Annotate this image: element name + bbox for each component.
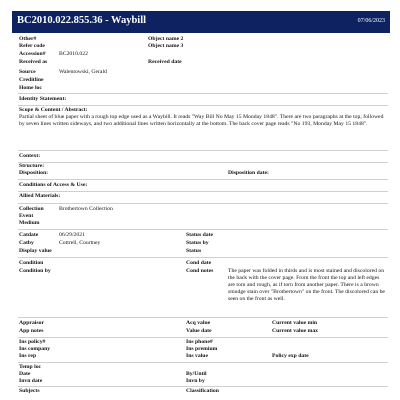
cond-notes-text: The paper was folded in thirds and is most stained and discolored on the back with the cover page. From the front the top and left edges are torn and rough, as if torn from another paper. There is a brown smudge stain over "Brothertown" on the front. The discolored can be seen on the front as well. [228,268,385,302]
temp-loc-label: Temp loc [19,364,42,370]
invn-date-label: Invn date [19,378,43,384]
object-name-3-label: Object name 3 [148,43,184,49]
accession-value: BC2010.022 [59,51,88,57]
received-as-label: Received as [19,59,48,65]
ins-policy-label: Ins policy# [19,339,46,345]
value-date-label: Value date [186,328,212,334]
medium-label: Medium [19,220,40,226]
record-title: BC2010.022.855.36 - Waybill [17,15,147,26]
divider [18,257,388,258]
home-loc-label: Home loc [19,85,42,91]
source-value: Walentowski, Gerald [59,69,107,75]
acq-value-label: Acq value [186,320,211,326]
divider [18,191,388,192]
divider [18,229,388,230]
divider [18,105,388,106]
catby-label: Catby [19,240,34,246]
accession-label: Accession# [19,51,46,57]
ins-value-label: Ins value [186,353,208,359]
record-header [12,11,390,33]
scope-content-label: Scope & Content / Abstract: [19,107,88,113]
divider [18,162,388,163]
print-date: 07/06/2023 [357,18,385,24]
divider [18,150,388,151]
divider [18,337,388,338]
condition-by-label: Condition by [19,268,51,274]
divider [18,179,388,180]
display-value-label: Display value [19,248,52,254]
ins-rep-label: Ins rep [19,353,37,359]
collection-value: Brothertown Collection [59,206,113,212]
current-value-min-label: Current value min [272,320,318,326]
allied-materials-label: Allied Materials: [19,193,61,199]
cond-date-label: Cond date [186,260,212,266]
received-date-label: Received date [148,59,182,65]
divider [18,386,388,387]
date-label: Date [19,371,31,377]
status-date-label: Status date [186,232,214,238]
status-label: Status [186,248,202,254]
scope-content-text: Partial sheet of blue paper with a rough top edge used as a Waybill. It reads "Way Bill No May 15 Monday 1848". There are two paragraphs at the top, followed by seven lines written sideways, and two additional lines written horizontally at the bottom. The back cover page reads "No 193, Monday May 15 1848". [19,114,384,127]
cond-notes-label: Cond notes [186,268,214,274]
catdate-value: 06/29/2021 [59,232,85,238]
event-label: Event [19,213,34,219]
policy-exp-date-label: Policy exp date [272,353,309,359]
current-value-max-label: Current value max [272,328,319,334]
catdate-label: Catdate [19,232,39,238]
by-until-label: By/Until [186,371,207,377]
catby-value: Cottrell, Courtney [59,240,101,246]
condition-label: Condition [19,260,44,266]
invn-by-label: Invn by [186,378,205,384]
ins-company-label: Ins company [19,346,51,352]
collection-label: Collection [19,206,44,212]
app-notes-label: App notes [19,328,44,334]
ins-phone-label: Ins phone# [186,339,213,345]
object-name-2-label: Object name 2 [148,36,184,42]
appraisor-label: Appraisor [19,320,44,326]
divider [18,362,388,363]
classification-label: Classification [186,388,219,394]
disposition-date-label: Disposition date: [228,170,269,176]
identity-statement-label: Identity Statement: [19,96,67,102]
structure-label: Structure: [19,163,45,169]
subjects-label: Subjects [19,388,40,394]
divider [18,93,388,94]
source-label: Source [19,69,36,75]
creditline-label: Creditline [19,77,44,83]
conditions-access-label: Conditions of Access & Use: [19,182,88,188]
divider [18,203,388,204]
disposition-label: Disposition: [19,170,49,176]
divider [18,317,388,318]
ins-premium-label: Ins premium [186,346,218,352]
refer-code-label: Refer code [19,43,45,49]
context-label: Context: [19,153,41,159]
other-no-label: Other# [19,36,37,42]
status-by-label: Status by [186,240,209,246]
